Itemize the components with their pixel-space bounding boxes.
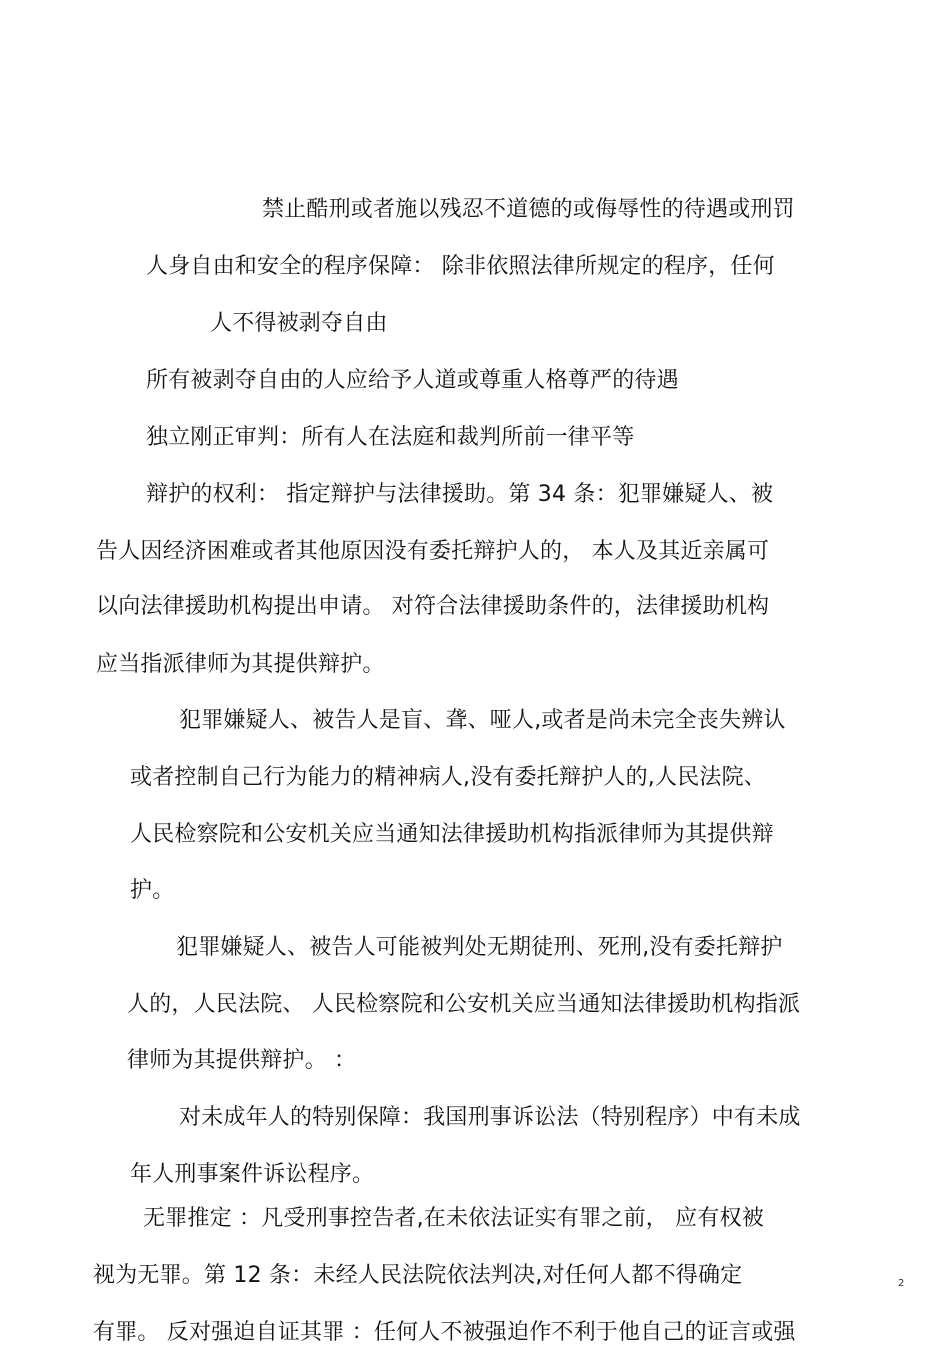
text-line-defense-cont-1: 告人因经济困难或者其他原因没有委托辩护人的， 本人及其近亲属可	[96, 539, 770, 564]
text-line-defense-cont-2: 以向法律援助机构提出申请。 对符合法律援助条件的，法律援助机构	[96, 594, 770, 619]
text-line-severe-penalty: 犯罪嫌疑人、被告人可能被判处无期徒刑、死刑,没有委托辩护	[176, 935, 783, 960]
text-line-severe-penalty-cont-1: 人的，人民法院、 人民检察院和公安机关应当通知法律援助机构指派	[127, 992, 801, 1017]
text-line-presumption-of-innocence: 无罪推定 ：凡受刑事控告者,在未依法证实有罪之前， 应有权被	[143, 1206, 764, 1231]
text-line-severe-penalty-cont-2: 律师为其提供辩护。 ：	[127, 1048, 357, 1073]
text-line-minors-protection-cont: 年人刑事案件诉讼程序。	[130, 1162, 375, 1187]
text-line-disabled-suspects-cont-2: 人民检察院和公安机关应当通知法律援助机构指派律师为其提供辩	[130, 822, 774, 847]
text-line-defense-cont-3: 应当指派律师为其提供辩护。	[96, 652, 385, 677]
text-line-presumption-cont: 视为无罪。第 12 条：未经人民法院依法判决,对任何人都不得确定	[93, 1263, 743, 1288]
text-line-right-to-defense: 辩护的权利： 指定辩护与法律援助。第 34 条：犯罪嫌疑人、被	[146, 482, 774, 507]
text-line-personal-liberty: 人身自由和安全的程序保障： 除非依照法律所规定的程序，任何	[146, 254, 775, 279]
text-line-no-deprivation-of-liberty: 人不得被剥夺自由	[210, 311, 388, 336]
text-line-fair-trial: 独立刚正审判：所有人在法庭和裁判所前一律平等	[146, 425, 635, 450]
text-line-disabled-suspects: 犯罪嫌疑人、被告人是盲、聋、哑人,或者是尚未完全丧失辨认	[179, 708, 786, 733]
text-line-prohibition-of-torture: 禁止酷刑或者施以残忍不道德的或侮辱性的待遇或刑罚	[262, 197, 795, 222]
text-line-disabled-suspects-cont-3: 护。	[130, 878, 175, 903]
text-line-disabled-suspects-cont-1: 或者控制自己行为能力的精神病人,没有委托辩护人的,人民法院、	[130, 765, 766, 790]
text-line-minors-protection: 对未成年人的特别保障：我国刑事诉讼法（特别程序）中有未成	[179, 1105, 801, 1130]
text-line-humane-treatment: 所有被剥夺自由的人应给予人道或尊重人格尊严的待遇	[146, 368, 679, 393]
text-line-self-incrimination: 有罪。 反对强迫自证其罪 ：任何人不被强迫作不利于他自己的证言或强	[93, 1320, 796, 1345]
page-number: 2	[898, 1278, 905, 1289]
